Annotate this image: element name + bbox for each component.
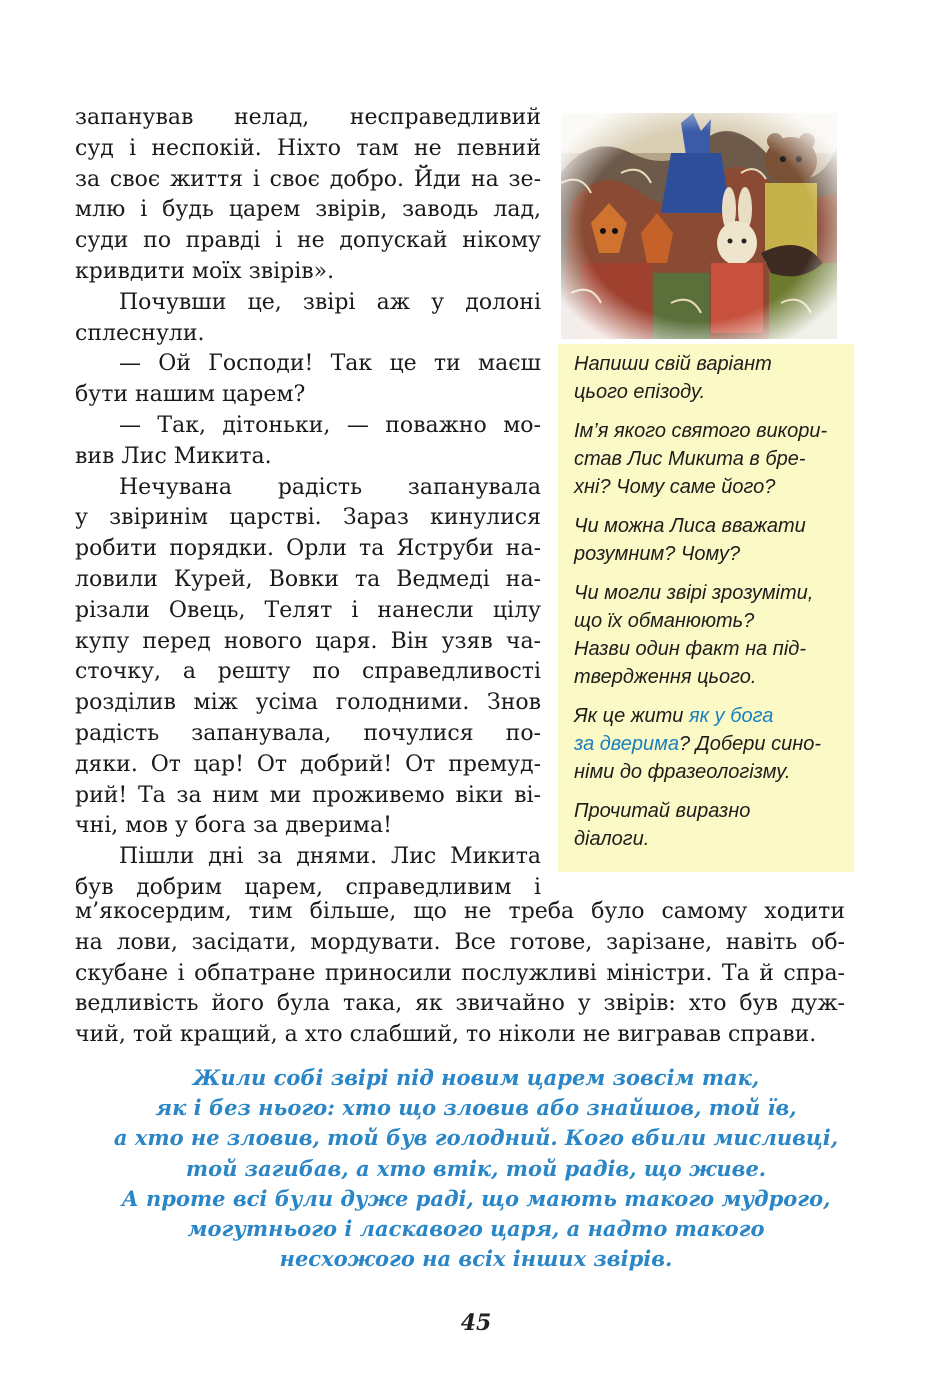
text-line: суди по правді і не допускай нікому xyxy=(75,228,541,254)
text-line: різали Овець, Телят і нанесли цілу xyxy=(75,597,541,623)
text-line: запанував нелад, несправедливий xyxy=(75,105,541,130)
question-line: твердження цього. xyxy=(574,666,757,688)
question-line: хні? Чому саме його? xyxy=(574,476,776,498)
idiom-highlight: за дверима xyxy=(574,733,680,755)
summary-line: а хто не зловив, той був голодний. Кого вбили мисливці, xyxy=(113,1125,839,1151)
text-line: скубане і обпатране приносили послужливі міністри. Та й спра- xyxy=(75,960,845,986)
text-line: розділив між усіма голодними. Знов xyxy=(75,690,541,716)
summary-line: могутнього і ласкавого царя, а надто такого xyxy=(187,1216,765,1242)
text-line: рий! Та за ним ми проживемо віки ві- xyxy=(75,782,541,808)
text-line: радість запанувала, почулися по- xyxy=(75,720,541,746)
text-line: чий, той кращий, а хто слабший, то ніколи не вигравав справи. xyxy=(75,1022,817,1048)
question-3 xyxy=(574,512,840,568)
question-line: цього епізоду. xyxy=(574,381,706,403)
paragraph-animals-clapped xyxy=(75,288,541,350)
text-line: чні, мов у бога за дверима! xyxy=(75,813,392,839)
summary-line: А проте всі були дуже раді, що мають такого мудрого, xyxy=(121,1185,831,1211)
dialogue-answer xyxy=(75,411,541,473)
question-text: ? Добери сино- xyxy=(679,733,821,755)
text-line: суд і неспокій. Ніхто там не певний xyxy=(75,135,541,161)
paragraph-joy xyxy=(75,473,541,843)
question-line: розумним? Чому? xyxy=(574,543,741,565)
illustration-artwork xyxy=(561,113,837,339)
text-line: вив Лис Микита. xyxy=(75,443,272,469)
question-line: Назви один факт на під- xyxy=(574,638,806,660)
question-line: Прочитай виразно xyxy=(574,800,751,822)
question-line xyxy=(574,730,840,758)
main-text-column xyxy=(75,103,541,904)
summary-line: Жили собі звірі під новим царем зовсім так, xyxy=(192,1065,760,1090)
text-line: бути нашим царем? xyxy=(75,382,306,408)
text-line: дяки. От цар! От добрий! От премуд- xyxy=(75,751,541,777)
text-line: сплеснули. xyxy=(75,320,205,346)
text-line: Нечувана радість запанувала xyxy=(119,474,541,500)
question-line: став Лис Микита в бре- xyxy=(574,448,806,470)
question-line: Ім’я якого святого викори- xyxy=(574,420,828,442)
question-4 xyxy=(574,579,840,691)
animals-illustration xyxy=(561,113,837,339)
question-2 xyxy=(574,417,840,501)
dialogue-question xyxy=(75,349,541,411)
question-line: діалоги. xyxy=(574,828,650,850)
paragraph-king-decree xyxy=(75,103,541,288)
question-5 xyxy=(574,702,840,786)
text-line: Почувши це, звірі аж у долоні xyxy=(119,289,541,315)
text-line: млю і будь царем звірів, заводь лад, xyxy=(75,197,541,223)
wide-text-block xyxy=(75,897,845,1051)
text-line: у звіринім царстві. Зараз кинулися xyxy=(75,505,541,531)
text-line: купу перед нового царя. Він узяв ча- xyxy=(75,628,541,654)
text-line: кривдити моїх звірів». xyxy=(75,258,335,284)
idiom-highlight: як у бога xyxy=(688,705,774,727)
summary-line: несхожого на всіх інших звірів. xyxy=(279,1246,673,1272)
text-line: був добрим царем, справедливим і xyxy=(75,874,541,900)
text-line: робити порядки. Орли та Яструби на- xyxy=(75,536,541,562)
text-line: ловили Курей, Вовки та Ведмеді на- xyxy=(75,566,541,592)
text-line: м’якосердим, тим більше, що не треба було самому ходити xyxy=(75,899,845,924)
text-line: — Так, дітоньки, — поважно мо- xyxy=(119,412,541,438)
question-line xyxy=(574,702,840,730)
text-line: ведливість його була така, як звичайно у звірів: хто був дуж- xyxy=(75,991,845,1017)
paragraph-days-passed xyxy=(75,842,541,904)
text-line: на лови, засідати, мордувати. Все готове, зарізане, навіть об- xyxy=(75,929,845,955)
question-line: німи до фразеологізму. xyxy=(574,761,791,783)
question-text: Як це жити xyxy=(574,705,689,727)
text-line: за своє життя і своє добро. Йди на зе- xyxy=(75,166,541,192)
page-number: 45 xyxy=(460,1310,492,1336)
question-line: Чи можна Лиса вважати xyxy=(574,515,806,537)
text-line: сточку, а решту по справедливості xyxy=(75,659,541,685)
text-line: — Ой Господи! Так це ти маєш xyxy=(119,351,541,377)
question-line: Чи могли звірі зрозуміти, xyxy=(574,582,814,604)
question-line: що їх обманюють? xyxy=(574,610,755,632)
summary-block xyxy=(60,1063,892,1274)
question-1 xyxy=(574,350,840,406)
question-6 xyxy=(574,797,840,853)
questions-box xyxy=(558,344,854,872)
text-line: Пішли дні за днями. Лис Микита xyxy=(119,844,541,870)
summary-line: той загибав, а хто втік, той радів, що живе. xyxy=(185,1155,767,1181)
question-line: Напиши свій варіант xyxy=(574,353,772,375)
summary-line: як і без нього: хто що зловив або знайшов, той їв, xyxy=(155,1095,797,1121)
